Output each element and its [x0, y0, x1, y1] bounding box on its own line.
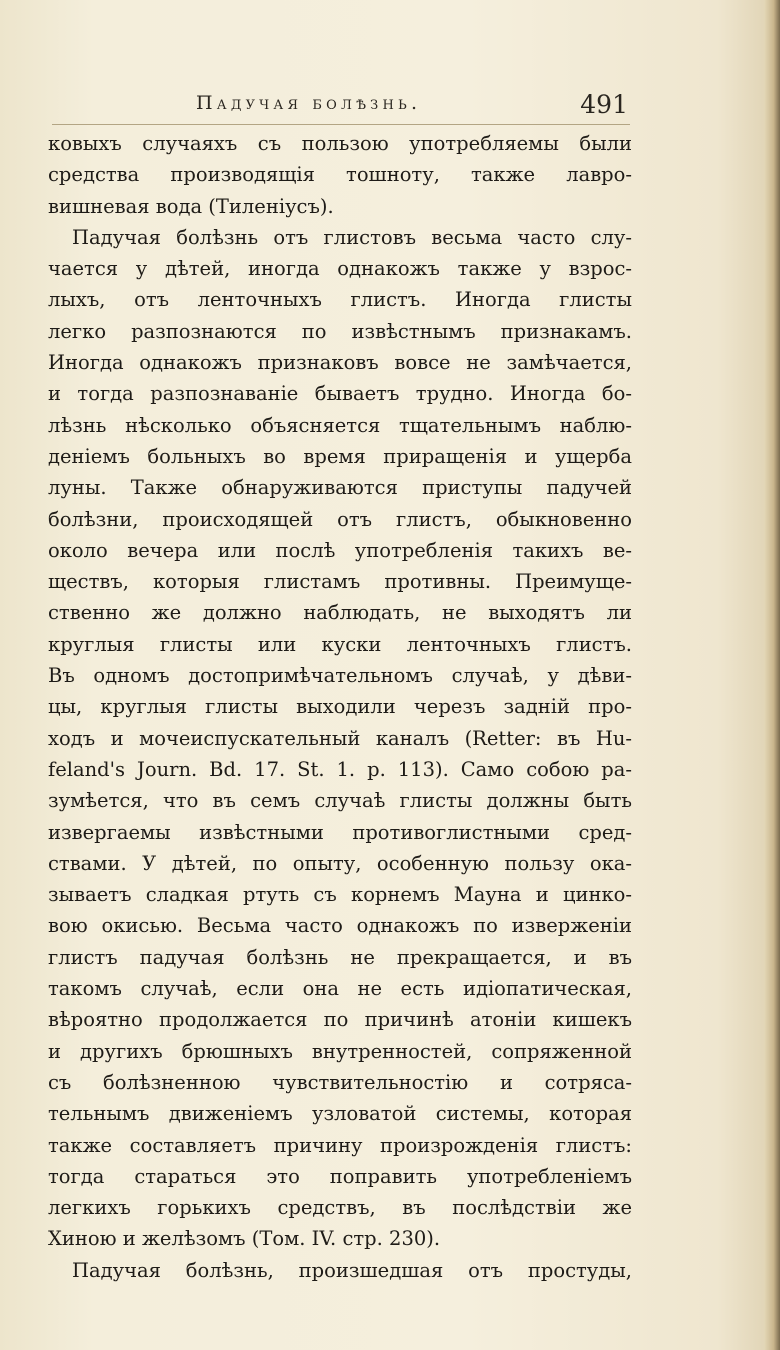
text-line: извергаемы извѣстными противоглистными сред-	[48, 820, 632, 844]
text-line: чается у дѣтей, иногда однакожъ также у взрос-	[48, 257, 632, 281]
text-line: тельнымъ движеніемъ узловатой системы, которая	[48, 1102, 632, 1126]
text-line: лѣзнь нѣсколько объясняется тщательнымъ наблю-	[48, 413, 632, 437]
text-line: вою окисью. Весьма часто однакожъ по изверженіи	[48, 914, 632, 938]
text-line: вѣроятно продолжается по причинѣ атоніи кишекъ	[48, 1008, 632, 1032]
text-line: Въ одномъ достопримѣчательномъ случаѣ, у дѣви-	[48, 664, 632, 688]
text-line: зываетъ сладкая ртуть съ корнемъ Мауна и цинко-	[48, 883, 632, 907]
text-line: ственно же должно наблюдать, не выходятъ ли	[48, 601, 632, 625]
text-line: болѣзни, происходящей отъ глистъ, обыкновенно	[48, 507, 632, 531]
page-header	[48, 92, 632, 126]
text-line: и тогда разпознаваніе бываетъ трудно. Иногда бо-	[48, 382, 632, 406]
text-line: ствами. У дѣтей, по опыту, особенную пользу ока-	[48, 851, 632, 875]
header-rule	[52, 124, 630, 125]
text-line: feland's Journ. Bd. 17. St. 1. p. 113). Само собою ра-	[48, 757, 632, 781]
text-line: тогда стараться это поправить употребленіемъ	[48, 1164, 632, 1188]
text-line: Иногда однакожъ признаковъ вовсе не замѣчается,	[48, 351, 632, 375]
text-line: деніемъ больныхъ во время приращенія и ущерба	[48, 444, 632, 468]
text-line: вишневая вода (Тиленіусъ).	[48, 194, 334, 218]
text-line: Падучая болѣзнь, произшедшая отъ простуды,	[72, 1258, 632, 1282]
text-line: глистъ падучая болѣзнь не прекращается, и въ	[48, 945, 632, 969]
text-line: около вечера или послѣ употребленія такихъ ве-	[48, 538, 632, 562]
page-number: 491	[580, 90, 628, 119]
text-line: зумѣется, что въ семъ случаѣ глисты должны быть	[48, 789, 632, 813]
text-line: ходъ и мочеиспускательный каналъ (Retter: въ Hu-	[48, 726, 632, 750]
text-line: ковыхъ случаяхъ съ пользою употребляемы были	[48, 132, 632, 155]
text-line: средства производящія тошноту, также лавро-	[48, 163, 632, 187]
text-line: лыхъ, отъ ленточныхъ глистъ. Иногда глисты	[48, 288, 632, 312]
page-edge-shadow	[764, 0, 780, 1350]
text-line: круглыя глисты или куски ленточныхъ глистъ.	[48, 632, 632, 656]
text-line: такомъ случаѣ, если она не есть идіопатическая,	[48, 977, 632, 1001]
text-line: и другихъ брюшныхъ внутренностей, сопряженной	[48, 1039, 632, 1063]
text-line: также составляетъ причину произрожденія глистъ:	[48, 1133, 632, 1157]
text-line: съ болѣзненною чувствительностію и сотряса-	[48, 1070, 632, 1094]
text-line: ществъ, которыя глистамъ противны. Преимуще-	[48, 570, 632, 594]
text-line: легкихъ горькихъ средствъ, въ послѣдствіи же	[48, 1196, 632, 1220]
text-line: луны. Также обнаруживаются приступы падучей	[48, 476, 632, 500]
text-line: Падучая болѣзнь отъ глистовъ весьма часто слу-	[72, 225, 632, 249]
text-line: легко разпознаются по извѣстнымъ признакамъ.	[48, 319, 632, 343]
running-title: Падучая болѣзнь.	[196, 92, 422, 114]
text-line: Хиною и желѣзомъ (Том. IV. стр. 230).	[48, 1227, 441, 1251]
body-text	[48, 128, 632, 1286]
text-line: цы, круглыя глисты выходили черезъ задній про-	[48, 695, 632, 719]
